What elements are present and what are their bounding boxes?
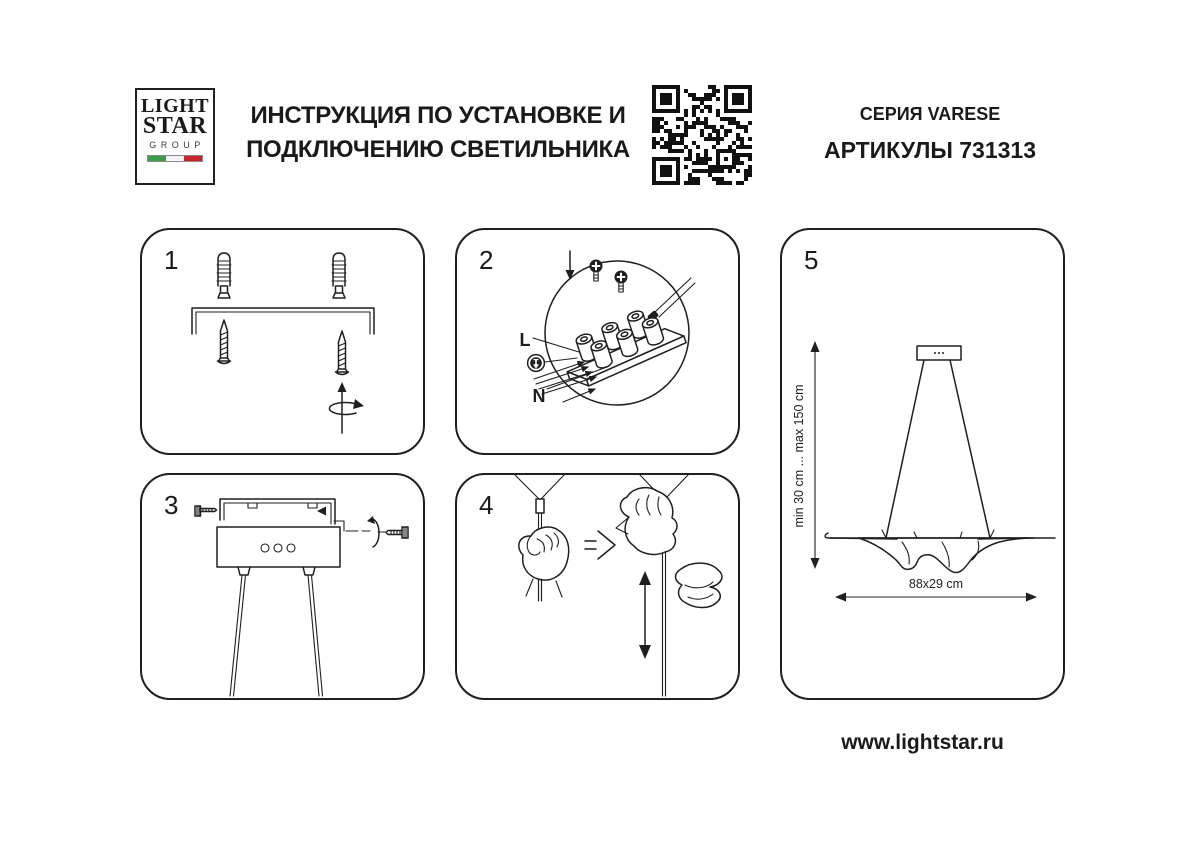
step-1-panel [140,228,425,455]
step-4-number: 4 [479,490,494,520]
width-dimension [835,577,1037,602]
small-screw-icon [195,506,217,516]
width-size-label: 88x29 cm [908,577,964,591]
double-arrow-icon [585,531,615,559]
logo-word-star: STAR [142,113,208,139]
product-info [795,104,1065,164]
suspension-cables [230,567,323,696]
flag-white [166,156,184,161]
side-screw-rotate [346,516,408,547]
qr-code-block [650,83,754,187]
height-range-label: min 30 cm ... max 150 cm [792,384,806,528]
title-line-2: ПОДКЛЮЧЕНИЮ СВЕТИЛЬНИКА [246,136,630,163]
live-leader-line [533,338,579,352]
pendant-shade [825,530,1055,573]
ceiling-bracket [220,499,335,524]
canopy-box [217,521,344,567]
step-3-illustration [142,475,423,698]
series-name: СЕРИЯ VARESE [859,104,1001,124]
up-down-arrow-icon [639,571,651,659]
title-line-1: ИНСТРУКЦИЯ ПО УСТАНОВКЕ И [250,102,626,129]
height-dimension [792,341,820,569]
qr-code [652,85,752,185]
hand-icon [519,527,569,597]
logo-word-group: GROUP [149,140,205,150]
hand-with-cloth-icon [616,488,677,555]
terminal-screw [590,260,603,282]
website-url: www.lightstar.ru [841,731,1004,754]
neutral-label: N [532,386,546,406]
cloth-icon [675,563,721,607]
step-5-panel [780,228,1065,700]
lightstar-logo [135,88,215,185]
rotate-arrow-icon [329,382,364,433]
step-1-number: 1 [164,245,179,275]
page-title [232,99,644,167]
terminal-screw [615,271,628,293]
article-number: АРТИКУЛЫ 731313 [823,137,1037,163]
pendant-cables [886,360,990,538]
step-1-illustration [142,230,423,453]
pendant-canopy [917,346,961,360]
mounting-bracket [192,308,374,334]
step-2-illustration [457,230,738,453]
screw-icon [218,320,231,364]
step-3-number: 3 [164,490,179,520]
step-5-number: 5 [804,245,819,275]
step-3-panel [140,473,425,700]
step-4-illustration [457,475,738,698]
logo-word-light: LIGHT [140,95,210,117]
wall-plug-icon [217,253,231,298]
italian-flag-icon [147,155,203,162]
flag-green [148,156,166,161]
flag-red [184,156,202,161]
step-4-panel [455,473,740,700]
wall-plug-icon [332,253,346,298]
live-label: L [519,330,531,350]
step-2-number: 2 [479,245,494,275]
screw-icon [336,331,349,375]
cable-below-hand [539,579,542,601]
step-2-panel [455,228,740,455]
step-5-illustration [782,230,1063,698]
